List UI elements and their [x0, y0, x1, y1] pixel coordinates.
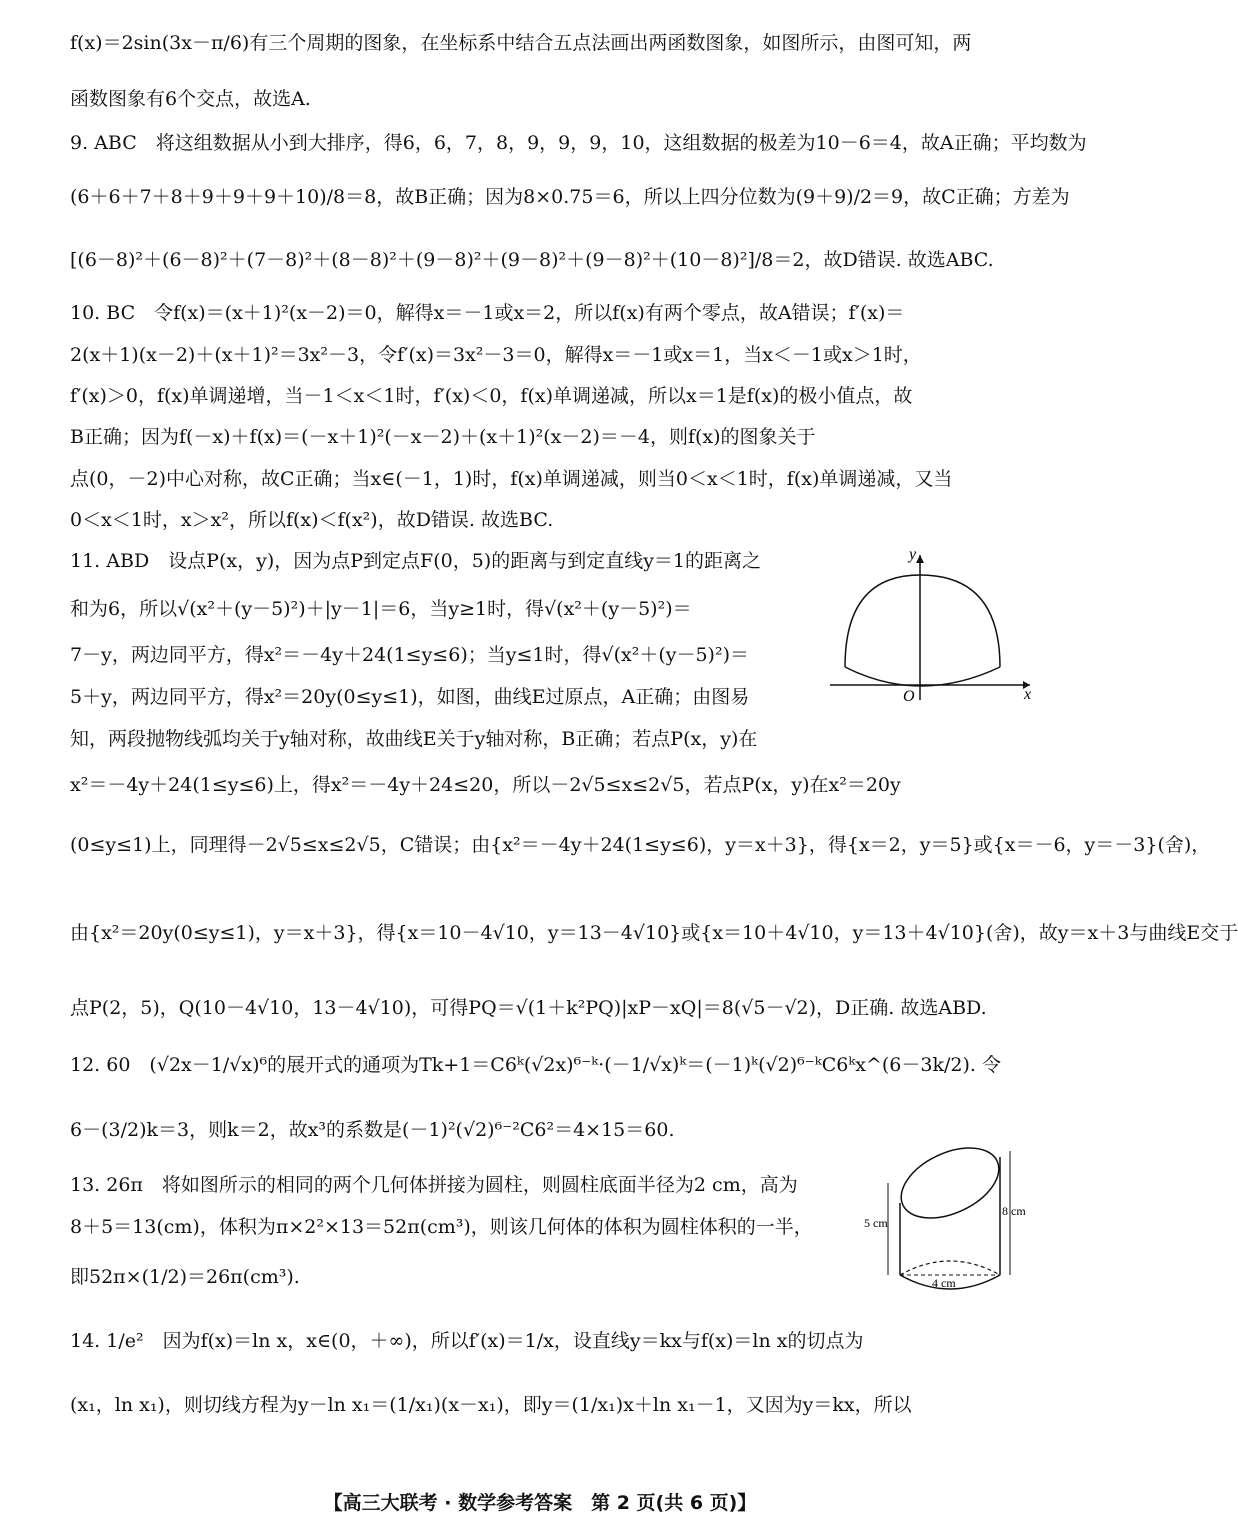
text-line: [(6－8)²＋(6－8)²＋(7－8)²＋(8－8)²＋(9－8)²＋(9－8)²＋(9－8)²＋(10－8)²]/8＝2，故D错误. 故选ABC.: [70, 249, 994, 271]
text-line: 8＋5＝13(cm)，体积为π×2²×13＝52π(cm³)，则该几何体的体积为圆柱体积的一半，: [70, 1216, 813, 1238]
text-line: 5＋y，两边同平方，得x²＝20y(0≤y≤1)，如图，曲线E过原点，A正确；由图易: [70, 686, 750, 708]
text-line: 由{x²＝20y(0≤y≤1)，y＝x＋3}，得{x＝10－4√10，y＝13－4√10}或{x＝10＋4√10，y＝13＋4√10}(舍)，故y＝x＋3与曲线E交于: [70, 922, 1238, 944]
right-height-label: 8 cm: [1002, 1204, 1026, 1218]
lower-parabola-arc: [845, 667, 1000, 686]
text-line: f(x)＝2sin(3x－π/6)有三个周期的图象，在坐标系中结合五点法画出两函数图象，如图所示，由图可知，两: [70, 32, 972, 54]
x-axis-label: x: [1024, 686, 1032, 703]
text-line: 点(0，－2)中心对称，故C正确；当x∈(－1，1)时，f(x)单调递减，则当0＜x＜1时，f(x)单调递减，又当: [70, 468, 953, 490]
text-line: 7－y，两边同平方，得x²＝－4y＋24(1≤y≤6)；当y≤1时，得√(x²＋(y－5)²)＝: [70, 644, 750, 666]
text-line: 6－(3/2)k＝3，则k＝2，故x³的系数是(－1)²(√2)⁶⁻²C6²＝4×15＝60.: [70, 1119, 675, 1141]
text-line: 13. 26π 将如图所示的相同的两个几何体拼接为圆柱，则圆柱底面半径为2 cm，高为: [70, 1174, 798, 1196]
text-line: 函数图象有6个交点，故选A.: [70, 88, 311, 110]
text-line: 12. 60 (√2x－1/√x)⁶的展开式的通项为Tk+1＝C6ᵏ(√2x)⁶⁻ᵏ·(－1/√x)ᵏ＝(－1)ᵏ(√2)⁶⁻ᵏC6ᵏx^(6－3k/2). 令: [70, 1054, 1001, 1076]
upper-parabola-arc: [845, 575, 1000, 667]
text-line: B正确；因为f(－x)＋f(x)＝(－x＋1)²(－x－2)＋(x＋1)²(x－2)＝－4，则f(x)的图象关于: [70, 426, 816, 448]
bottom-back-arc: [900, 1261, 1000, 1275]
origin-label: O: [903, 688, 915, 705]
slanted-top-ellipse: [890, 1134, 1010, 1232]
text-line: x²＝－4y＋24(1≤y≤6)上，得x²＝－4y＋24≤20，所以－2√5≤x≤2√5，若点P(x，y)在x²＝20y: [70, 774, 901, 796]
text-line: 2(x＋1)(x－2)＋(x＋1)²＝3x²－3，令f′(x)＝3x²－3＝0，解得x＝－1或x＝1，当x＜－1或x＞1时，: [70, 344, 922, 366]
text-line: 10. BC 令f(x)＝(x＋1)²(x－2)＝0，解得x＝－1或x＝2，所以f(x)有两个零点，故A错误；f′(x)＝: [70, 302, 905, 324]
text-line: 和为6，所以√(x²＋(y－5)²)＋|y－1|＝6，当y≥1时，得√(x²＋(y－5)²)＝: [70, 598, 692, 620]
text-line: 即52π×(1/2)＝26π(cm³).: [70, 1266, 300, 1288]
text-line: (x₁，ln x₁)，则切线方程为y－ln x₁＝(1/x₁)(x－x₁)，即y＝(1/x₁)x＋ln x₁－1，又因为y＝kx，所以: [70, 1394, 912, 1416]
diameter-label: 4 cm: [932, 1276, 956, 1290]
text-line: (0≤y≤1)上，同理得－2√5≤x≤2√5，C错误；由{x²＝－4y＋24(1≤y≤6)，y＝x＋3}，得{x＝2，y＝5}或{x＝－6，y＝－3}(舍)，: [70, 834, 1211, 856]
text-line: 9. ABC 将这组数据从小到大排序，得6，6，7，8，9，9，9，10，这组数据的极差为10－6＝4，故A正确；平均数为: [70, 132, 1087, 154]
text-line: 11. ABD 设点P(x，y)，因为点P到定点F(0，5)的距离与到定直线y＝1的距离之: [70, 550, 762, 572]
y-axis-arrow-icon: [916, 555, 924, 563]
y-axis-label: y: [909, 546, 917, 563]
text-line: (6＋6＋7＋8＋9＋9＋9＋10)/8＝8，故B正确；因为8×0.75＝6，所以上四分位数为(9＋9)/2＝9，故C正确；方差为: [70, 186, 1070, 208]
text-line: 14. 1/e² 因为f(x)＝ln x，x∈(0，＋∞)，所以f′(x)＝1/x，设直线y＝kx与f(x)＝ln x的切点为: [70, 1330, 864, 1352]
page-footer: 【高三大联考 · 数学参考答案 第 2 页(共 6 页)】: [323, 1492, 757, 1514]
text-line: 点P(2，5)，Q(10－4√10，13－4√10)，可得PQ＝√(1＋k²PQ)|xP－xQ|＝8(√5－√2)，D正确. 故选ABD.: [70, 997, 987, 1019]
text-line: 0＜x＜1时，x＞x²，所以f(x)＜f(x²)，故D错误. 故选BC.: [70, 509, 554, 531]
text-line: 知，两段抛物线弧均关于y轴对称，故曲线E关于y轴对称，B正确；若点P(x，y)在: [70, 728, 758, 750]
cylinder-figure: [860, 1135, 1040, 1300]
left-height-label: 5 cm: [864, 1216, 888, 1230]
text-line: f′(x)＞0，f(x)单调递增，当－1＜x＜1时，f′(x)＜0，f(x)单调递减，所以x＝1是f(x)的极小值点，故: [70, 385, 913, 407]
curve-e-figure: [825, 545, 1040, 705]
